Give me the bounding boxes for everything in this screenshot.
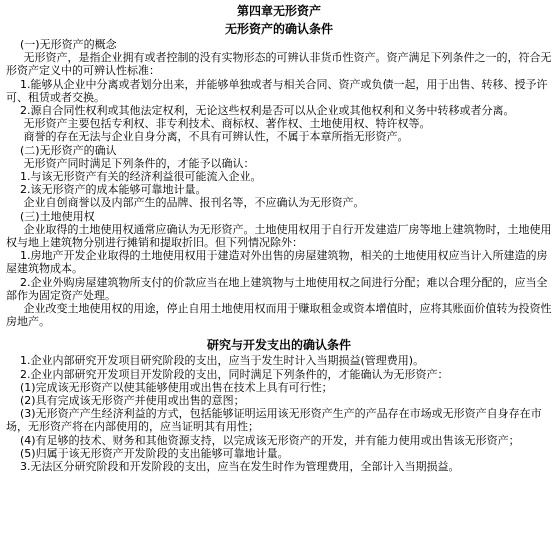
section2-body (6, 354, 552, 473)
paragraph: 1.能够从企业中分离或者划分出来，并能够单独或者与相关合同、资产或负债一起，用于出售、转移、授予许可、租赁或者交换。 (6, 77, 548, 104)
paragraph: (3)无形资产产生经济利益的方式，包括能够证明运用该无形资产生产的产品存在市场或无形资产自身存在市场，无形资产将在内部使用的，应当证明其有用性； (6, 407, 542, 434)
chapter-title: 第四章无形资产 (236, 4, 321, 18)
paragraph: (一)无形资产的概念 (6, 38, 117, 51)
paragraph: 企业自创商誉以及内部产生的品牌、报刊名等，不应确认为无形资产。 (6, 196, 365, 210)
paragraph: (1)完成该无形资产以使其能够使用或出售在技术上具有可行性； (6, 380, 333, 394)
paragraph: 2.企业外购房屋建筑物所支付的价款应当在地上建筑物与土地使用权之间进行分配；难以合理分配的，应当全部作为固定资产处理。 (6, 275, 548, 302)
paragraph: 1.与该无形资产有关的经济利益很可能流入企业。 (6, 170, 262, 184)
paragraph: 1.房地产开发企业取得的土地使用权用于建造对外出售的房屋建筑物，相关的土地使用权应当计入所建造的房屋建筑物成本。 (6, 249, 548, 276)
section1-body (6, 38, 552, 328)
paragraph: 企业取得的土地使用权通常应确认为无形资产。土地使用权用于自行开发建造厂房等地上建筑物时，土地使用权与地上建筑物分别进行摊销和提取折旧。但下列情况除外： (6, 222, 552, 250)
paragraph: 企业改变土地使用权的用途，停止自用土地使用权而用于赚取租金或资本增值时，应将其账面价值转为投资性房地产。 (6, 302, 552, 329)
paragraph: 3.无法区分研究阶段和开发阶段的支出，应当在发生时作为管理费用，全部计入当期损益。 (6, 460, 460, 474)
paragraph: 1.企业内部研究开发项目研究阶段的支出，应当于发生时计入当期损益(管理费用)。 (6, 354, 425, 368)
paragraph: (2)具有完成该无形资产并使用或出售的意图； (6, 394, 245, 408)
paragraph: (5)归属于该无形资产开发阶段的支出能够可靠地计量。 (6, 446, 289, 460)
paragraph: (4)有足够的技术、财务和其他资源支持，以完成该无形资产的开发，并有能力使用或出售该无形资产； (6, 433, 520, 447)
paragraph: 2.该无形资产的成本能够可靠地计量。 (6, 183, 207, 197)
paragraph: 商誉的存在无法与企业自身分离，不具有可辨认性，不属于本章所指无形资产。 (6, 130, 409, 144)
paragraph: 2.源自合同性权利或其他法定权利，无论这些权利是否可以从企业或其他权利和义务中转移或者分离。 (6, 104, 515, 118)
section1-title: 无形资产的确认条件 (224, 22, 333, 36)
paragraph: (二)无形资产的确认 (6, 143, 117, 157)
paragraph: 无形资产同时满足下列条件的，才能予以确认： (6, 156, 255, 170)
paragraph: (三)土地使用权 (6, 209, 95, 223)
paragraph: 无形资产主要包括专利权、非专利技术、商标权、著作权、土地使用权、特许权等。 (6, 117, 431, 131)
paragraph: 无形资产，是指企业拥有或者控制的没有实物形态的可辨认非货币性资产。资产满足下列条件之一的，符合无形资产定义中的可辨认性标准： (6, 51, 552, 78)
paragraph: 2.企业内部研究开发项目开发阶段的支出，同时满足下列条件的，才能确认为无形资产： (6, 367, 449, 381)
section-spacer (6, 328, 552, 338)
section2-title: 研究与开发支出的确认条件 (206, 338, 351, 353)
